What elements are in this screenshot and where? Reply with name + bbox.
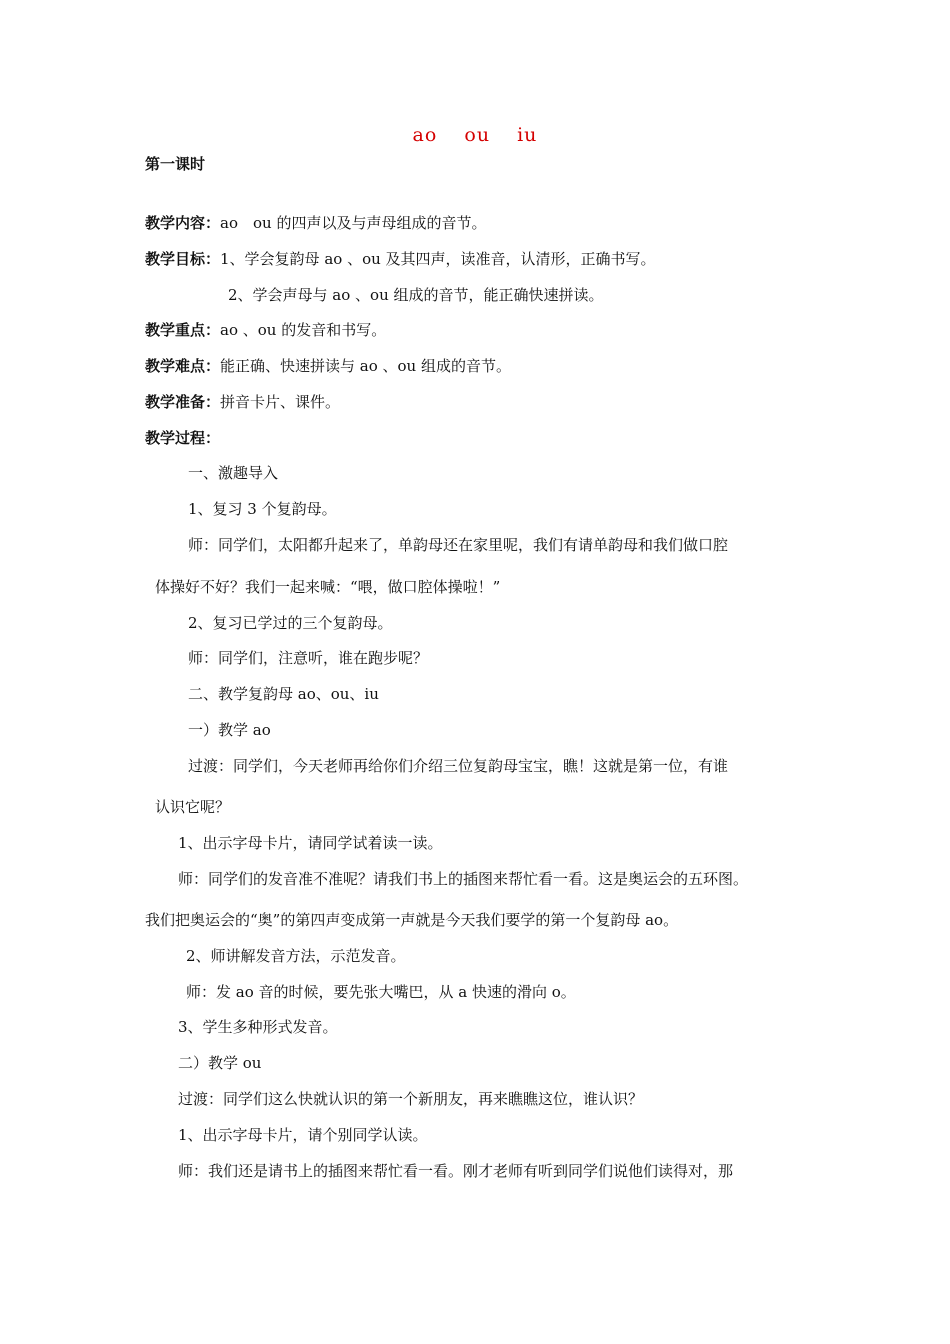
body-line: 二）教学 ou bbox=[178, 1054, 262, 1072]
body-line: 认识它呢？ bbox=[155, 798, 231, 816]
body-line: 师：我们还是请书上的插图来帮忙看一看。刚才老师有听到同学们说他们读得对，那 bbox=[178, 1162, 734, 1180]
body-line: 体操好不好？我们一起来喊：“喂，做口腔体操啦！” bbox=[155, 578, 501, 596]
body-line: 师：同学们，太阳都升起来了，单韵母还在家里呢，我们有请单韵母和我们做口腔 bbox=[188, 536, 729, 554]
body-line: 师：同学们，注意听，谁在跑步呢？ bbox=[188, 649, 429, 667]
key-line bbox=[145, 320, 386, 340]
body-line: 一、激趣导入 bbox=[188, 464, 279, 482]
process-label: 教学过程： bbox=[145, 429, 221, 447]
body-line: 1、复习 3 个复韵母。 bbox=[188, 500, 337, 518]
content-label: 教学内容： bbox=[145, 214, 221, 232]
goal-label: 教学目标： bbox=[145, 250, 221, 268]
body-line: 师：同学们的发音准不准呢？请我们书上的插图来帮忙看一看。这是奥运会的五环图。 bbox=[178, 870, 749, 888]
difficulty-value: 能正确、快速拼读与 ao 、ou 组成的音节。 bbox=[220, 357, 511, 375]
body-line: 2、师讲解发音方法，示范发音。 bbox=[186, 947, 406, 965]
key-value: ao 、ou 的发音和书写。 bbox=[220, 321, 387, 339]
body-line: 1、出示字母卡片，请同学试着读一读。 bbox=[178, 834, 443, 852]
prep-value: 拼音卡片、课件。 bbox=[220, 393, 341, 411]
body-line: 2、复习已学过的三个复韵母。 bbox=[188, 614, 393, 632]
document-title bbox=[0, 124, 950, 146]
goal-item-2: 2、学会声母与 ao 、ou 组成的音节，能正确快速拼读。 bbox=[228, 286, 604, 304]
difficulty-label: 教学难点： bbox=[145, 357, 221, 375]
content-line bbox=[145, 213, 486, 233]
body-line: 1、出示字母卡片，请个别同学认读。 bbox=[178, 1126, 428, 1144]
body-line: 过渡：同学们这么快就认识的第一个新朋友，再来瞧瞧这位，谁认识？ bbox=[178, 1090, 644, 1108]
difficulty-line bbox=[145, 356, 511, 376]
body-line: 3、学生多种形式发音。 bbox=[178, 1018, 338, 1036]
body-line: 师：发 ao 音的时候，要先张大嘴巴，从 a 快速的滑向 o。 bbox=[186, 983, 576, 1001]
body-line: 我们把奥运会的“奥”的第四声变成第一声就是今天我们要学的第一个复韵母 ao。 bbox=[145, 911, 679, 929]
key-label: 教学重点： bbox=[145, 321, 221, 339]
title-iu: iu bbox=[517, 124, 538, 146]
title-ao: ao bbox=[412, 124, 438, 146]
body-line: 一）教学 ao bbox=[188, 721, 271, 739]
lesson-heading: 第一课时 bbox=[145, 155, 206, 173]
goal-item-1: 1、学会复韵母 ao 、ou 及其四声，读准音，认清形，正确书写。 bbox=[220, 250, 656, 268]
body-line: 过渡：同学们，今天老师再给你们介绍三位复韵母宝宝，瞧！这就是第一位，有谁 bbox=[188, 757, 729, 775]
body-line: 二、教学复韵母 ao、ou、iu bbox=[188, 685, 379, 703]
goal-line-1 bbox=[145, 249, 656, 269]
prep-line bbox=[145, 392, 340, 412]
content-value: ao ou 的四声以及与声母组成的音节。 bbox=[220, 214, 487, 232]
prep-label: 教学准备： bbox=[145, 393, 221, 411]
title-ou: ou bbox=[464, 124, 491, 146]
